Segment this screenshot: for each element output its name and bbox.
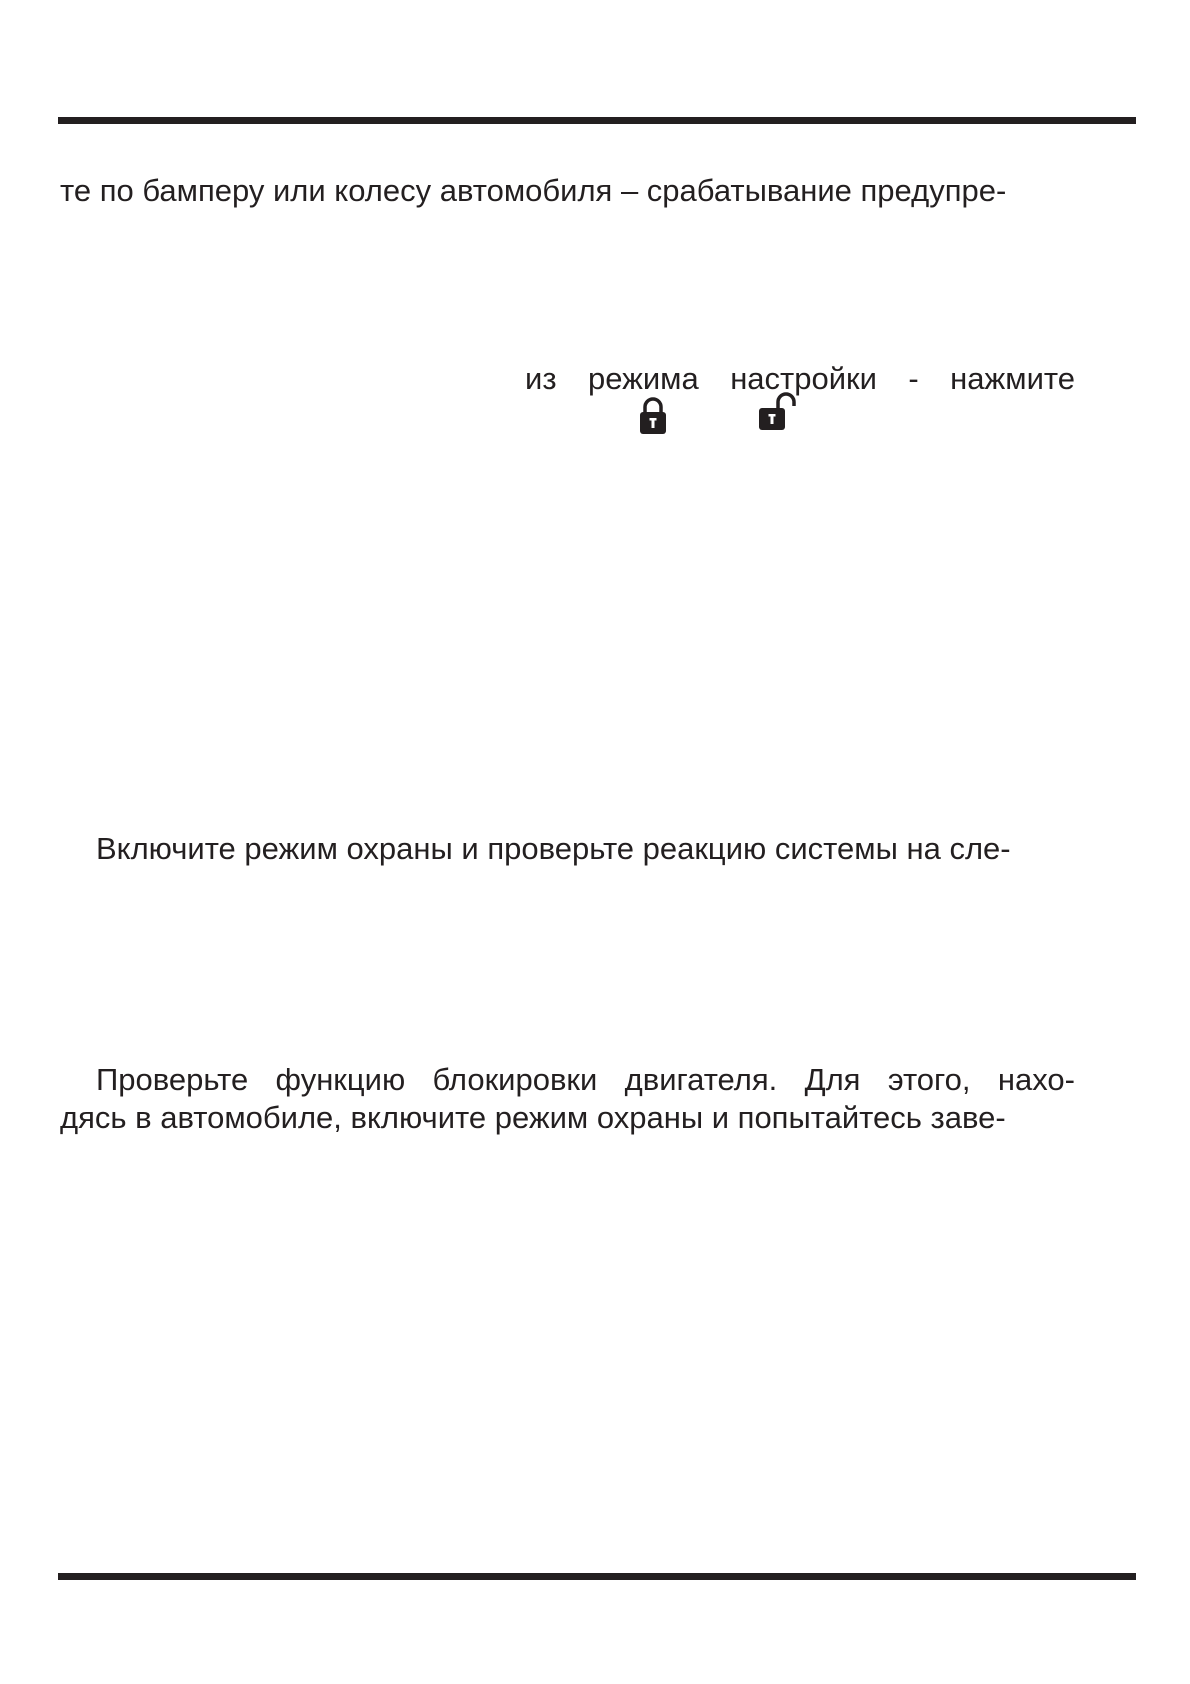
word: этого, xyxy=(887,1062,971,1097)
bottom-rule xyxy=(58,1573,1136,1580)
word: двигателя. xyxy=(624,1062,778,1097)
lock-closed-icon xyxy=(637,396,669,436)
text-line-1: те по бамперу или колесу автомобиля – срабатывание предупре- xyxy=(60,173,1007,208)
word: функцию xyxy=(275,1062,406,1097)
text-line-4 xyxy=(60,1061,1075,1099)
top-rule xyxy=(58,117,1136,124)
text-line-2 xyxy=(525,360,1075,398)
word: нахо- xyxy=(997,1062,1075,1097)
word: Проверьте xyxy=(96,1062,249,1097)
lock-open-icon xyxy=(756,392,796,432)
text-line-5: дясь в автомобиле, включите режим охраны и попытайтесь заве- xyxy=(60,1100,1006,1135)
word: режима xyxy=(587,361,699,396)
word: из xyxy=(525,361,557,396)
word: Для xyxy=(804,1062,861,1097)
word: нажмите xyxy=(950,361,1075,396)
word: блокировки xyxy=(432,1062,598,1097)
text-line-3: Включите режим охраны и проверьте реакцию системы на сле- xyxy=(96,831,1011,866)
word: - xyxy=(908,361,919,396)
word: настройки xyxy=(730,361,877,396)
